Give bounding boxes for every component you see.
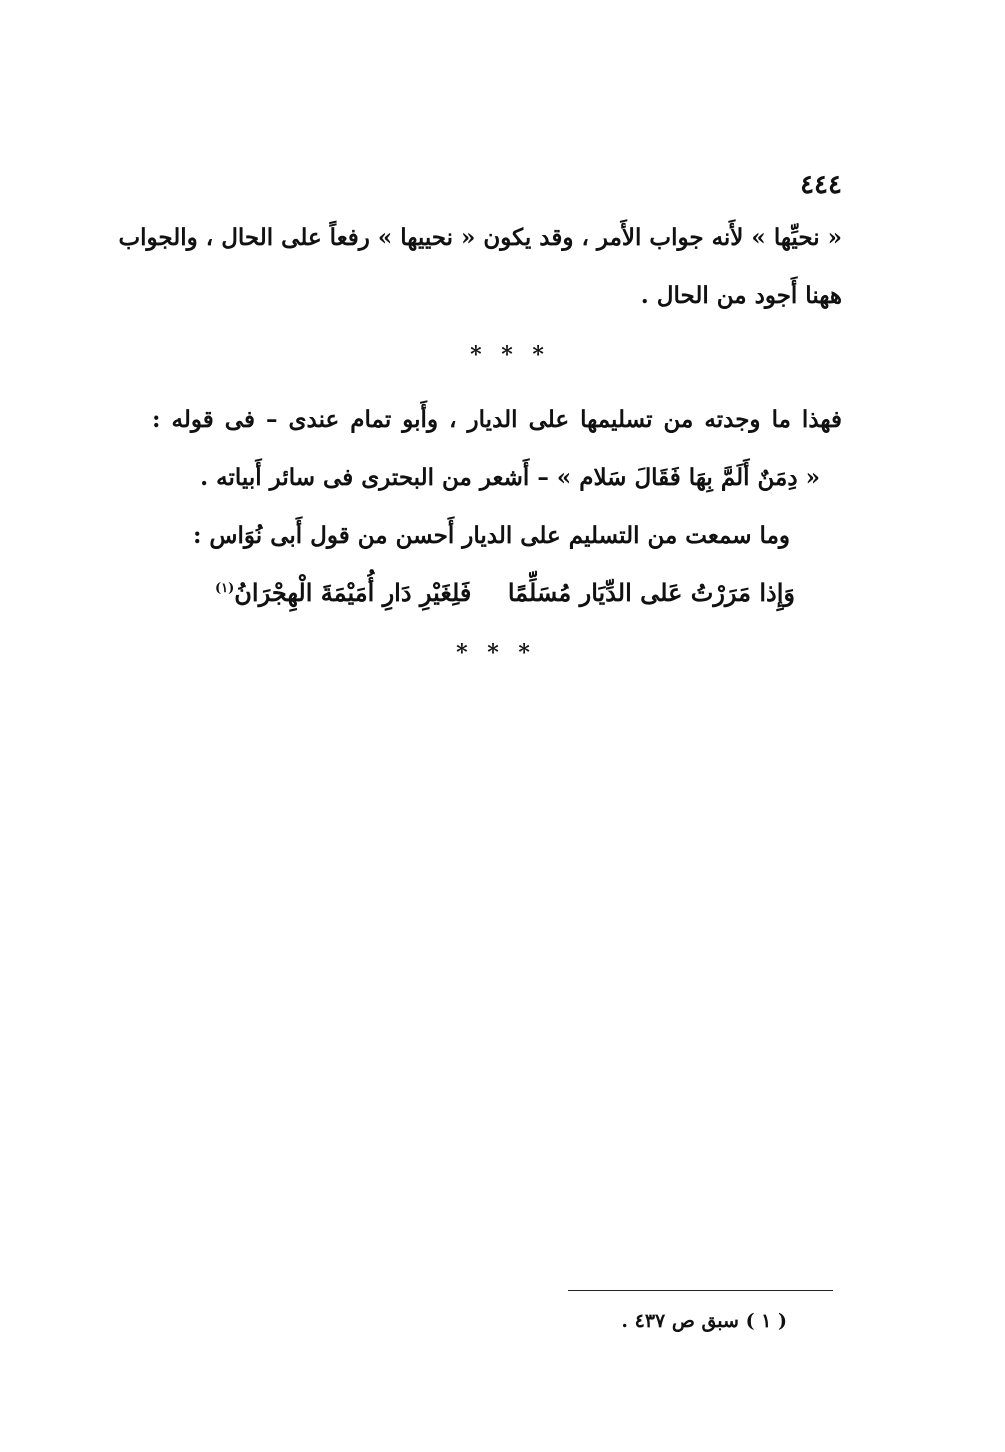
verse-first-hemistich: وَإِذا مَرَرْتُ عَلى الدِّيَار مُسَلِّمًا xyxy=(507,578,795,607)
paragraph-2-line-1: فهذا ما وجدته من تسليمها على الديار ، وأَبو تمام عندى – فى قوله : xyxy=(152,406,842,433)
section-separator: * * * xyxy=(470,342,550,368)
section-separator-end: * * * xyxy=(456,640,536,666)
paragraph-2-line-3: وما سمعت من التسليم على الديار أَحسن من قول أَبى نُوَاس : xyxy=(192,522,790,549)
paragraph-2-line-2: « دِمَنٌ أَلَمَّ بِهَا فَقَالَ سَلام » – أَشعر من البحترى فى سائر أَبياته . xyxy=(200,464,820,491)
verse-second-hemistich: فَلِغَيْرِ دَارِ أُمَيْمَةَ الْهِجْرَانُ xyxy=(234,578,472,607)
footnote-marker: (١) xyxy=(215,581,235,596)
page-number: ٤٤٤ xyxy=(800,170,842,200)
verse-line xyxy=(215,578,795,607)
footnote: ( ١ ) سبق ص ٤٣٧ . xyxy=(621,1310,787,1332)
paragraph-1-line-2: ههنا أَجود من الحال . xyxy=(640,282,842,309)
paragraph-1-line-1: « نحيِّها » لأَنه جواب الأَمر ، وقد يكون « نحييها » رفعاً على الحال ، والجواب xyxy=(118,224,842,251)
verse-second-hemistich-group xyxy=(215,578,471,607)
footnote-rule xyxy=(568,1290,833,1291)
